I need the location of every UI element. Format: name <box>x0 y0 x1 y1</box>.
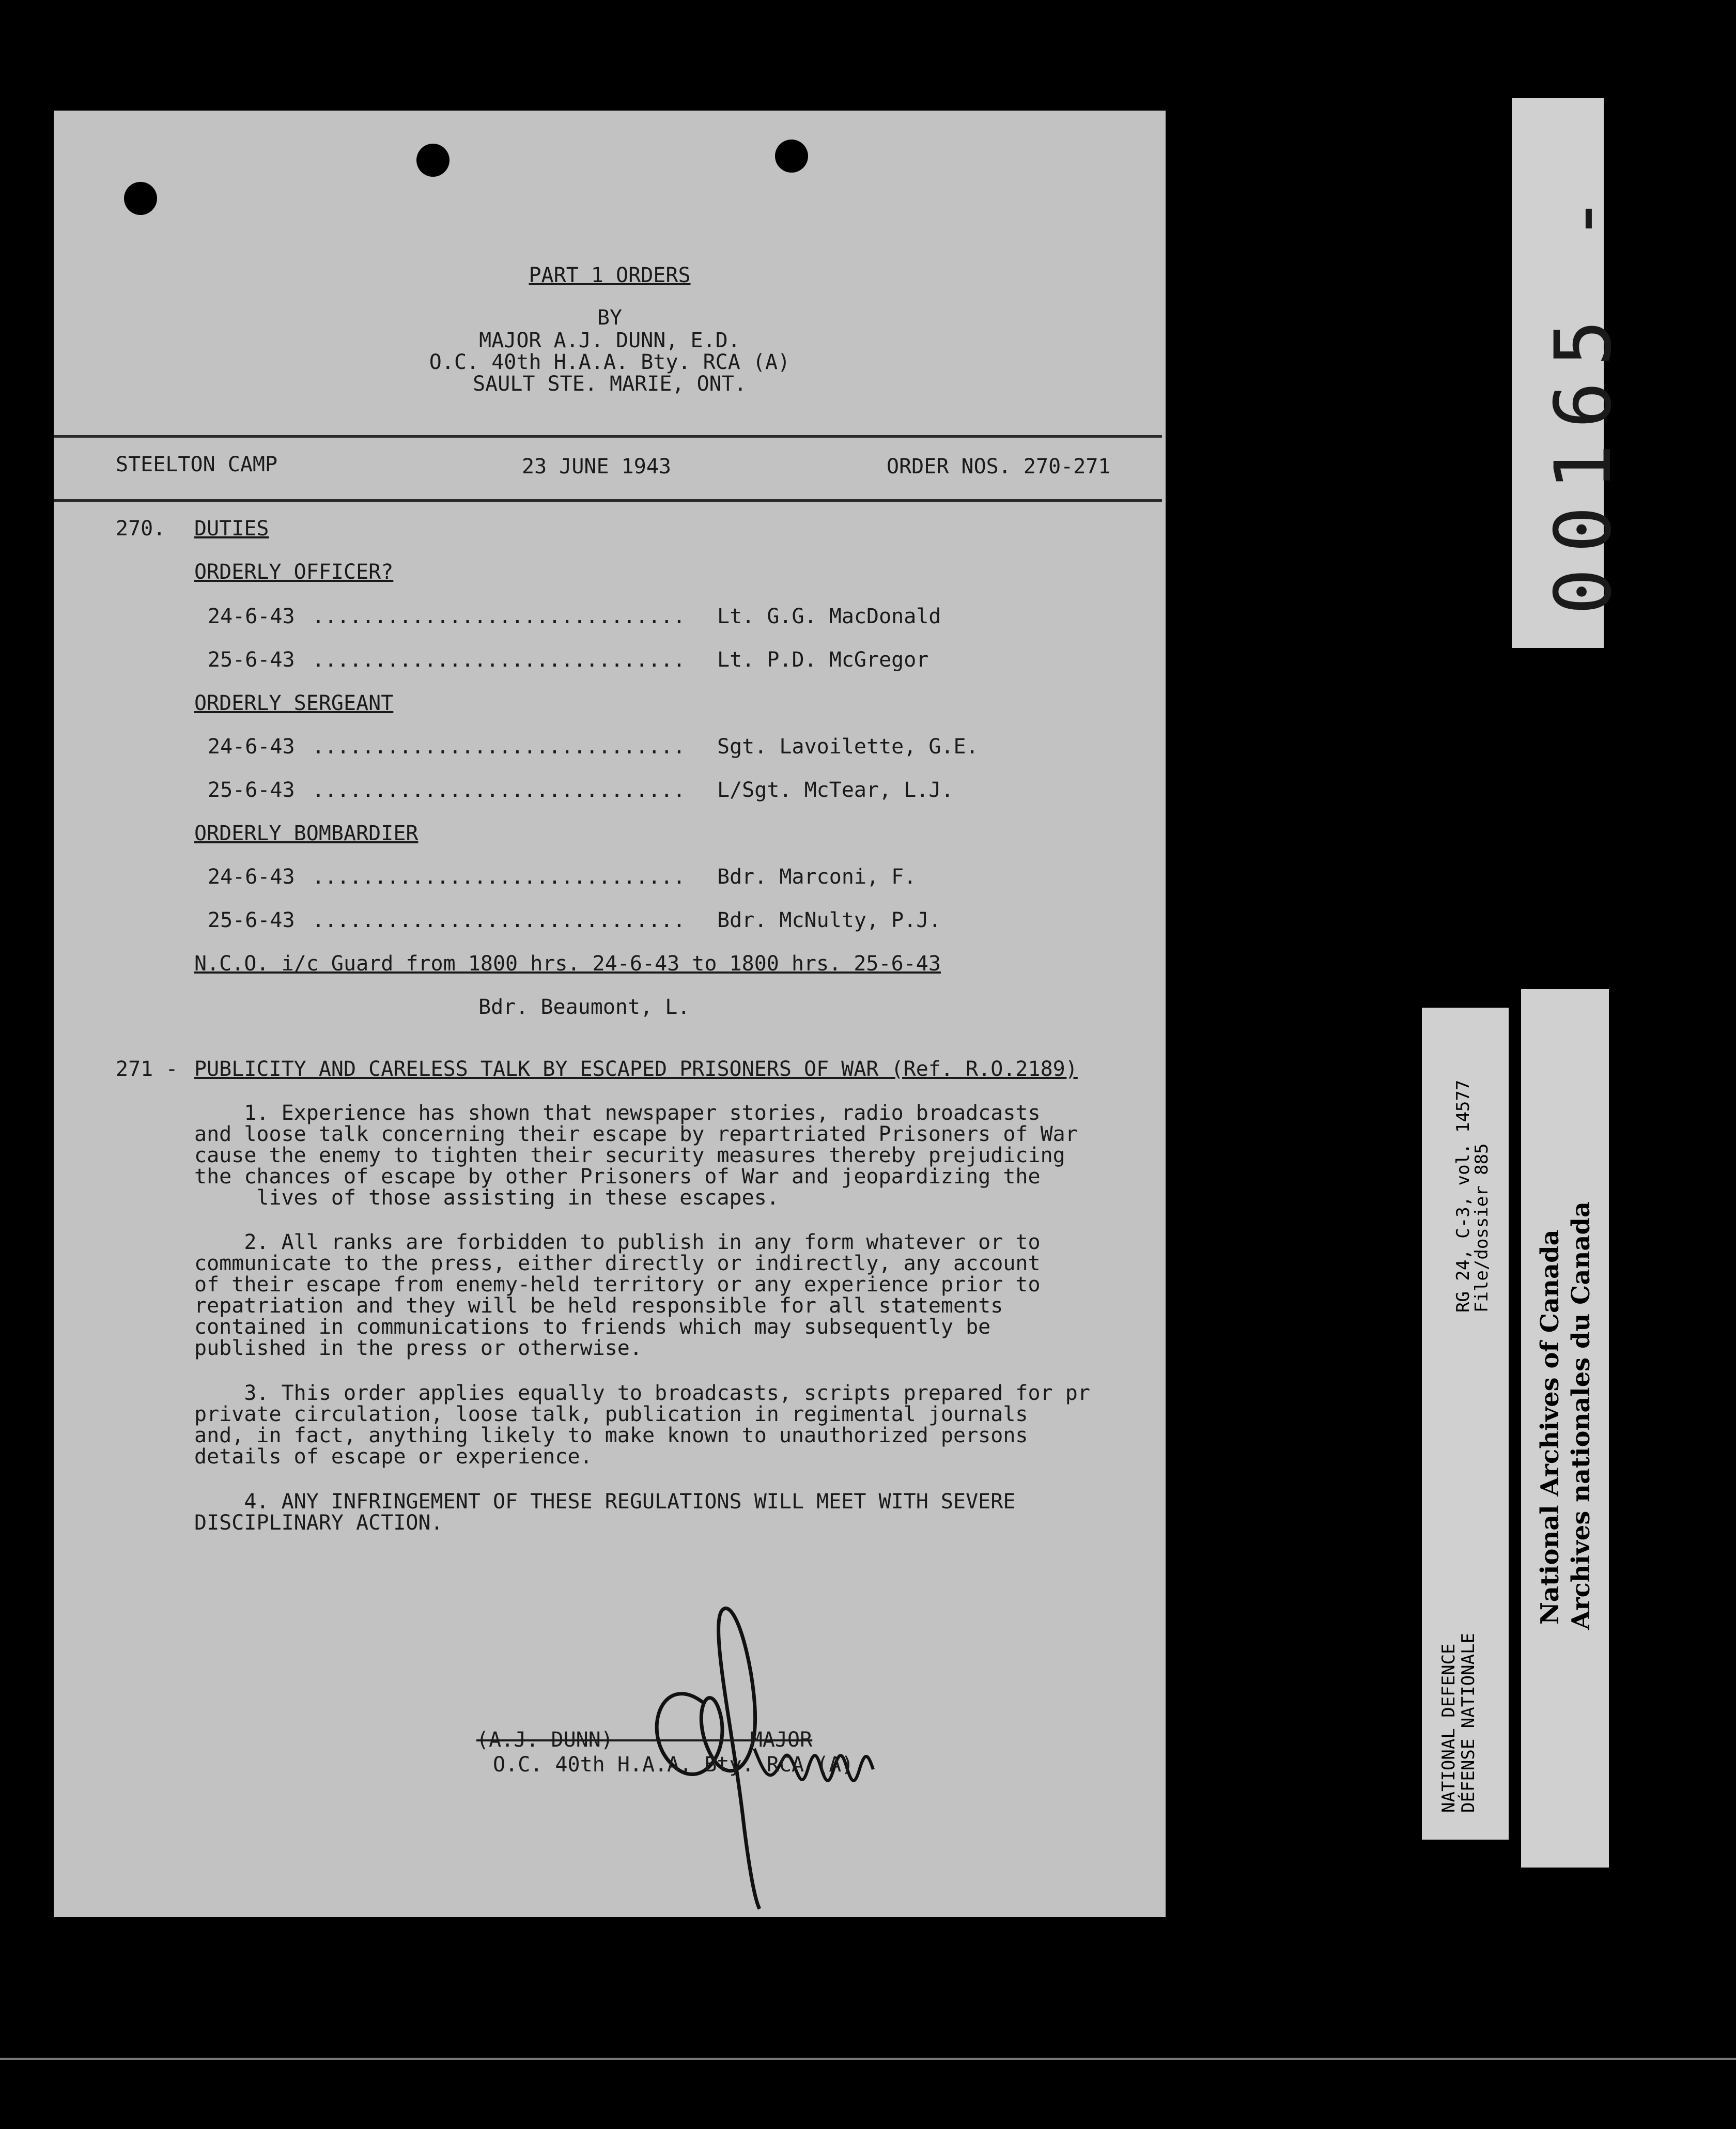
duty-name: Lt. G.G. MacDonald <box>717 605 941 628</box>
dot-leader: .............................. <box>312 778 686 802</box>
archives-name-en: National Archives of Canada <box>1536 1229 1564 1625</box>
punch-hole <box>775 140 808 173</box>
camp-name: STEELTON CAMP <box>116 453 278 476</box>
dot-leader: .............................. <box>312 648 686 672</box>
department-label-strip <box>1422 1008 1509 1840</box>
duty-date: 24-6-43 <box>208 605 295 628</box>
department-en: NATIONAL DEFENCE <box>1438 1643 1459 1813</box>
archive-stamp-number: 00165 - <box>1539 179 1629 615</box>
archive-number-strip <box>1512 98 1629 648</box>
department-fr: DÉFENSE NATIONALE <box>1458 1633 1479 1813</box>
order-date: 23 JUNE 1943 <box>522 455 671 479</box>
paragraph: 1. Experience has shown that newspaper stories, radio broadcasts and loose talk concerning their escape by repartriated Prisoners of War cause the enemy to tighten their security measures thereby prejudicing the chances of escape by other Prisoners of War and jeopardizing the lives of those assisting in these escapes. <box>194 1101 1078 1210</box>
duty-name: Bdr. Marconi, F. <box>717 865 917 889</box>
orders-title: PART 1 ORDERS <box>529 264 691 287</box>
section-title: PUBLICITY AND CARELESS TALK BY ESCAPED PRISONERS OF WAR (Ref. R.O.2189) <box>194 1057 1078 1081</box>
dot-leader: .............................. <box>312 735 686 759</box>
guard-name: Bdr. Beaumont, L. <box>478 995 690 1019</box>
punch-hole <box>416 144 450 177</box>
officer-name: MAJOR A.J. DUNN, E.D. <box>479 329 740 352</box>
paragraph: 4. ANY INFRINGEMENT OF THESE REGULATIONS WILL MEET WITH SEVERE DISCIPLINARY ACTION. <box>194 1490 1016 1535</box>
signatory-name: (A.J. DUNN) MAJOR <box>476 1728 813 1752</box>
duty-date: 24-6-43 <box>208 735 295 759</box>
punch-hole <box>124 182 157 215</box>
section-number: 271 - <box>116 1057 178 1081</box>
dot-leader: .............................. <box>312 865 686 889</box>
archives-name-strip <box>1521 989 1609 1868</box>
unit-name: O.C. 40th H.A.A. Bty. RCA (A) <box>429 350 791 374</box>
duty-name: Bdr. McNulty, P.J. <box>717 908 941 932</box>
divider <box>54 499 1162 502</box>
signatory-title: O.C. 40th H.A.A. Bty. RCA (A) <box>493 1753 854 1777</box>
section-title: DUTIES <box>194 517 269 541</box>
duty-name: L/Sgt. McTear, L.J. <box>717 778 954 802</box>
order-numbers: ORDER NOS. 270-271 <box>887 455 1111 479</box>
guard-line: N.C.O. i/c Guard from 1800 hrs. 24-6-43 to 1800 hrs. 25-6-43 <box>194 952 941 976</box>
duty-name: Sgt. Lavoilette, G.E. <box>717 735 979 759</box>
dot-leader: .............................. <box>312 908 686 932</box>
archives-name-fr: Archives nationales du Canada <box>1567 1201 1595 1630</box>
document-page <box>54 111 1166 1917</box>
section-number: 270. <box>116 517 166 541</box>
paragraph: 2. All ranks are forbidden to publish in any form whatever or to communicate to the press, either directly or indirectly, any account of their escape from enemy-held territory or any experience prior to repatriation and they will be held responsible for all statements contained in communications to friends which may subsequently be published in the press or otherwise. <box>194 1230 1041 1360</box>
group-heading: ORDERLY BOMBARDIER <box>194 822 419 845</box>
group-heading: ORDERLY OFFICER? <box>194 560 394 584</box>
duty-name: Lt. P.D. McGregor <box>717 648 929 672</box>
duty-date: 25-6-43 <box>208 648 295 672</box>
archive-reference: RG 24, C-3, vol. 14577 <box>1453 1079 1474 1313</box>
by-label: BY <box>597 306 623 330</box>
duty-date: 25-6-43 <box>208 778 295 802</box>
archive-file: File/dossier 885 <box>1471 1143 1492 1313</box>
duty-date: 25-6-43 <box>208 908 295 932</box>
duty-date: 24-6-43 <box>208 865 295 889</box>
paragraph: 3. This order applies equally to broadcasts, scripts prepared for pr private circulation, loose talk, publication in regimental journals and, in fact, anything likely to make known to unauthorized persons details of escape or experience. <box>194 1381 1090 1469</box>
location: SAULT STE. MARIE, ONT. <box>473 372 747 396</box>
divider <box>54 435 1162 438</box>
scan-edge-line <box>0 2058 1736 2060</box>
group-heading: ORDERLY SERGEANT <box>194 691 394 715</box>
dot-leader: .............................. <box>312 605 686 628</box>
